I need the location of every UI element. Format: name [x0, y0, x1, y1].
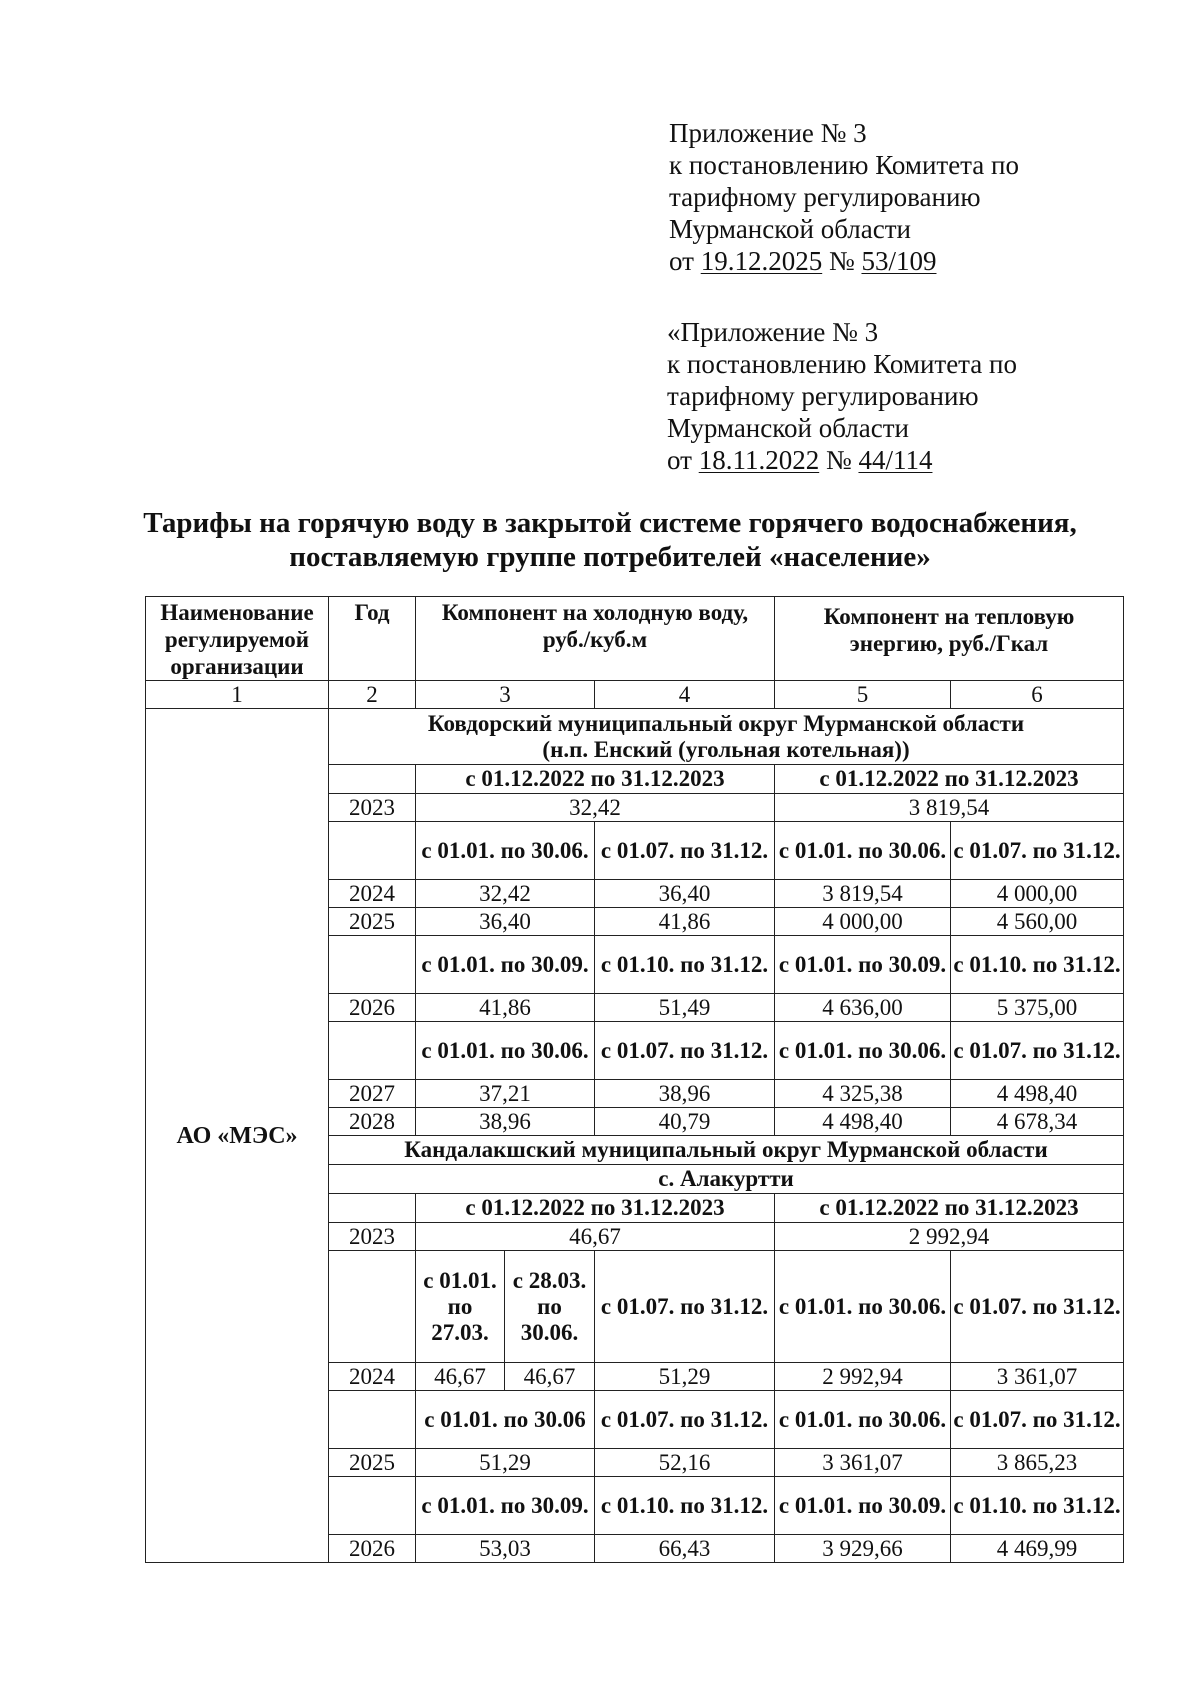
period-cell: с 01.01. по 27.03. — [416, 1251, 505, 1363]
appendix-line: тарифному регулированию — [667, 381, 979, 411]
period-cell: с 01.07. по 31.12. — [595, 1022, 775, 1080]
title-line-1: Тарифы на горячую воду в закрытой системе горячего водоснабжения, — [143, 507, 1077, 539]
value-cell: 51,29 — [416, 1449, 595, 1477]
value-cell: 36,40 — [595, 880, 775, 908]
year-cell: 2027 — [329, 1080, 416, 1108]
period-cold: с 01.12.2022 по 31.12.2023 — [416, 765, 775, 794]
header-org: Наименование регулируемой организации — [146, 597, 329, 681]
value-cell: 3 929,66 — [775, 1535, 951, 1563]
value-cell: 38,96 — [416, 1108, 595, 1136]
value-cell: 2 992,94 — [775, 1223, 1124, 1251]
value-cell: 38,96 — [595, 1080, 775, 1108]
period-cell: с 01.07. по 31.12. — [951, 1391, 1124, 1449]
period-cell: с 01.01. по 30.06. — [416, 822, 595, 880]
value-cell: 46,67 — [505, 1363, 595, 1391]
year-cell: 2028 — [329, 1108, 416, 1136]
value-cell: 32,42 — [416, 794, 775, 822]
period-cell: с 01.07. по 31.12. — [951, 822, 1124, 880]
header-cold-water: Компонент на холодную воду, руб./куб.м — [416, 597, 775, 681]
period-cell: с 01.07. по 31.12. — [595, 1391, 775, 1449]
value-cell: 36,40 — [416, 908, 595, 936]
value-cell: 66,43 — [595, 1535, 775, 1563]
section-title-row — [146, 709, 1124, 765]
value-cell: 41,86 — [416, 994, 595, 1022]
appendix-number: 44/114 — [858, 445, 933, 475]
col-number: 1 — [146, 681, 329, 709]
value-cell: 32,42 — [416, 880, 595, 908]
period-cell: с 01.01. по 30.06. — [775, 822, 951, 880]
period-cell: с 01.01. по 30.06. — [775, 1391, 951, 1449]
value-cell: 4 469,99 — [951, 1535, 1124, 1563]
appendix-line: Мурманской области — [669, 214, 911, 244]
appendix-header-new — [669, 117, 1019, 277]
year-cell — [329, 1477, 416, 1535]
appendix-line: тарифному регулированию — [669, 182, 981, 212]
year-cell — [329, 936, 416, 994]
period-cell: с 01.07. по 31.12. — [595, 1251, 775, 1363]
appendix-line: Мурманской области — [667, 413, 909, 443]
value-cell: 40,79 — [595, 1108, 775, 1136]
year-cell — [329, 1194, 416, 1223]
value-cell: 3 361,07 — [951, 1363, 1124, 1391]
appendix-line: «Приложение № 3 — [667, 317, 879, 347]
year-cell: 2025 — [329, 1449, 416, 1477]
value-cell: 3 865,23 — [951, 1449, 1124, 1477]
year-cell: 2023 — [329, 1223, 416, 1251]
period-heat: с 01.12.2022 по 31.12.2023 — [775, 765, 1124, 794]
document-title — [110, 506, 1110, 574]
appendix-date-line — [669, 245, 1019, 277]
year-cell: 2026 — [329, 994, 416, 1022]
col-number: 3 — [416, 681, 595, 709]
period-cold: с 01.12.2022 по 31.12.2023 — [416, 1194, 775, 1223]
appendix-date: 18.11.2022 — [698, 445, 820, 475]
year-cell: 2023 — [329, 794, 416, 822]
period-cell: с 01.01. по 30.06. — [775, 1251, 951, 1363]
period-heat: с 01.12.2022 по 31.12.2023 — [775, 1194, 1124, 1223]
value-cell: 53,03 — [416, 1535, 595, 1563]
appendix-line: Приложение № 3 — [669, 118, 867, 148]
value-cell: 3 361,07 — [775, 1449, 951, 1477]
header-year: Год — [329, 597, 416, 681]
appendix-date: 19.12.2025 — [700, 246, 823, 276]
column-numbers-row — [146, 681, 1124, 709]
section-subtitle: с. Алакуртти — [329, 1165, 1124, 1194]
value-cell: 4 498,40 — [951, 1080, 1124, 1108]
col-number: 2 — [329, 681, 416, 709]
period-cell: с 01.01. по 30.06. — [416, 1022, 595, 1080]
period-cell: с 28.03. по 30.06. — [505, 1251, 595, 1363]
value-cell: 41,86 — [595, 908, 775, 936]
period-cell: с 01.10. по 31.12. — [951, 1477, 1124, 1535]
header-heat-energy: Компонент на тепловую энергию, руб./Гкал — [775, 597, 1124, 681]
value-cell: 52,16 — [595, 1449, 775, 1477]
appendix-header-old — [667, 316, 1017, 476]
period-cell: с 01.01. по 30.09. — [416, 1477, 595, 1535]
section-title: Кандалакшский муниципальный округ Мурманской области — [329, 1136, 1124, 1165]
organization-name: АО «МЭС» — [146, 709, 329, 1563]
appendix-line: к постановлению Комитета по — [667, 349, 1017, 379]
value-cell: 46,67 — [416, 1223, 775, 1251]
period-cell: с 01.10. по 31.12. — [951, 936, 1124, 994]
date-prefix: от — [669, 246, 694, 276]
tariff-table — [145, 596, 1124, 1563]
value-cell: 4 000,00 — [775, 908, 951, 936]
value-cell: 4 000,00 — [951, 880, 1124, 908]
period-cell: с 01.01. по 30.06. — [775, 1022, 951, 1080]
col-number: 5 — [775, 681, 951, 709]
value-cell: 4 678,34 — [951, 1108, 1124, 1136]
col-number: 4 — [595, 681, 775, 709]
period-cell: с 01.01. по 30.09. — [775, 936, 951, 994]
year-cell: 2026 — [329, 1535, 416, 1563]
title-line-2: поставляемую группе потребителей «население» — [289, 541, 931, 573]
year-cell: 2025 — [329, 908, 416, 936]
value-cell: 51,29 — [595, 1363, 775, 1391]
value-cell: 3 819,54 — [775, 880, 951, 908]
number-sign: № — [828, 246, 855, 276]
table-header-row — [146, 597, 1124, 681]
value-cell: 2 992,94 — [775, 1363, 951, 1391]
period-cell: с 01.07. по 31.12. — [951, 1022, 1124, 1080]
period-cell: с 01.10. по 31.12. — [595, 936, 775, 994]
value-cell: 4 498,40 — [775, 1108, 951, 1136]
period-cell: с 01.01. по 30.06 — [416, 1391, 595, 1449]
year-cell — [329, 1391, 416, 1449]
section-title-line: (н.п. Енский (угольная котельная)) — [542, 736, 910, 762]
period-cell: с 01.01. по 30.09. — [416, 936, 595, 994]
period-cell: с 01.07. по 31.12. — [951, 1251, 1124, 1363]
value-cell: 3 819,54 — [775, 794, 1124, 822]
period-cell: с 01.10. по 31.12. — [595, 1477, 775, 1535]
value-cell: 4 560,00 — [951, 908, 1124, 936]
period-cell: с 01.07. по 31.12. — [595, 822, 775, 880]
number-sign: № — [825, 445, 852, 475]
section-title-line: Ковдорский муниципальный округ Мурманской области — [427, 710, 1025, 736]
date-prefix: от — [667, 445, 692, 475]
year-cell — [329, 765, 416, 794]
period-cell: с 01.01. по 30.09. — [775, 1477, 951, 1535]
value-cell: 4 636,00 — [775, 994, 951, 1022]
value-cell: 51,49 — [595, 994, 775, 1022]
value-cell: 46,67 — [416, 1363, 505, 1391]
appendix-number: 53/109 — [861, 246, 937, 276]
value-cell: 37,21 — [416, 1080, 595, 1108]
section-title — [329, 709, 1124, 765]
year-cell: 2024 — [329, 1363, 416, 1391]
col-number: 6 — [951, 681, 1124, 709]
appendix-date-line — [667, 444, 1017, 476]
year-cell — [329, 822, 416, 880]
year-cell — [329, 1022, 416, 1080]
appendix-line: к постановлению Комитета по — [669, 150, 1019, 180]
year-cell — [329, 1251, 416, 1363]
value-cell: 4 325,38 — [775, 1080, 951, 1108]
year-cell: 2024 — [329, 880, 416, 908]
value-cell: 5 375,00 — [951, 994, 1124, 1022]
